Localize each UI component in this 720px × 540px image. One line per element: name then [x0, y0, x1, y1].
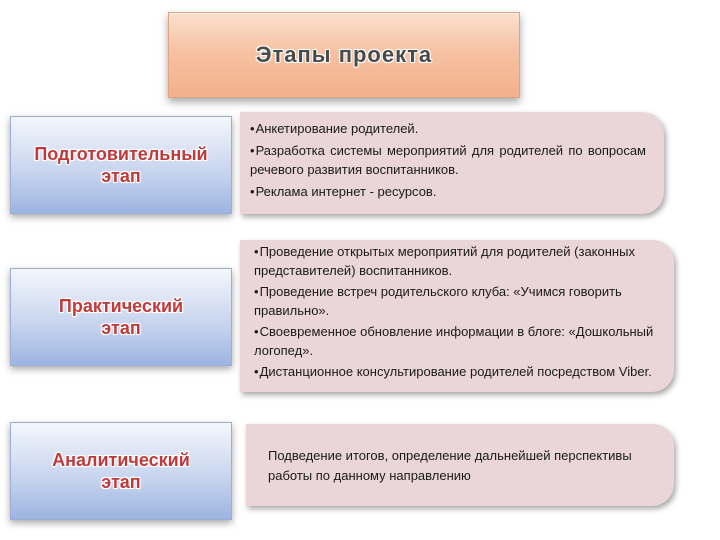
diagram-title: Этапы проекта	[255, 42, 433, 67]
list-item: • Дистанционное консультирование родителей посредством Viber.	[254, 363, 666, 382]
stage-preparatory-box	[10, 116, 232, 214]
list-item: • Своевременное обновление информации в блоге: «Дошкольный логопед».	[254, 323, 666, 361]
stage-practical-label: Практический этап	[58, 295, 184, 338]
stage-practical-box	[10, 268, 232, 366]
stage-analytical-card	[246, 424, 674, 506]
list-item: • Реклама интернет - ресурсов.	[250, 182, 646, 202]
list-item: • Проведение открытых мероприятий для родителей (законных представителей) воспитанников.	[254, 243, 666, 281]
stage-analytical-label: Аналитический этап	[52, 449, 190, 492]
list-item: • Разработка системы мероприятий для родителей по вопросам речевого развития воспитанников.	[250, 141, 646, 180]
stage-analytical-text: Подведение итогов, определение дальнейшей перспективы работы по данному направлению	[268, 448, 632, 483]
list-item: • Анкетирование родителей.	[250, 119, 646, 139]
title-box	[168, 12, 520, 98]
stage-practical-card	[240, 240, 674, 392]
stage-preparatory-label: Подготовительный этап	[34, 143, 208, 186]
stage-analytical-box	[10, 422, 232, 520]
list-item: • Проведение встреч родительского клуба: «Учимся говорить правильно».	[254, 283, 666, 321]
stage-preparatory-card	[240, 112, 664, 214]
